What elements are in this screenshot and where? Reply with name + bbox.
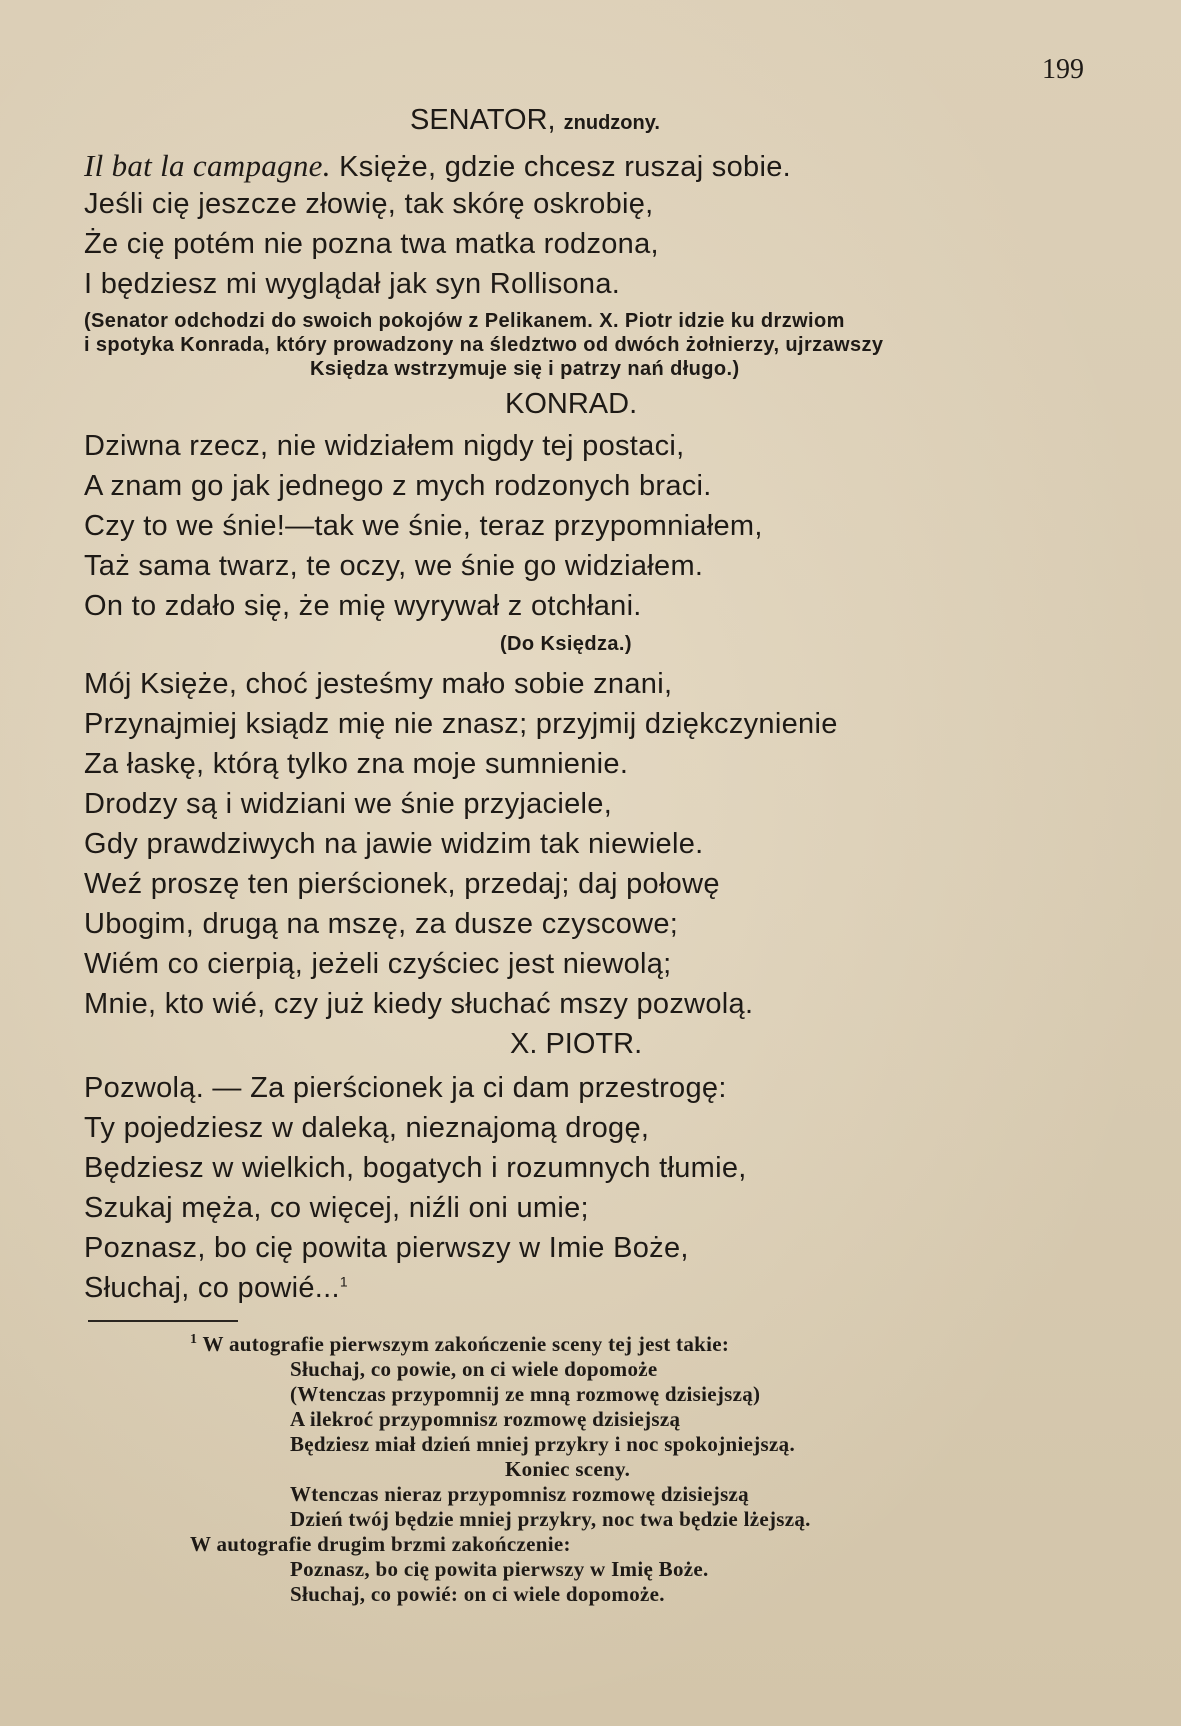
footnote-line: Słuchaj, co powié: on ci wiele dopomoże. [290, 1582, 665, 1606]
verse-line: Jeśli cię jeszcze złowię, tak skórę oskrobię, [84, 188, 654, 220]
verse-line: Szukaj męża, co więcej, niźli oni umie; [84, 1192, 589, 1224]
speaker-name: SENATOR, [410, 104, 556, 136]
speaker-note: znudzony. [563, 112, 660, 134]
footnote-line: Dzień twój będzie mniej przykry, noc twa będzie lżejszą. [290, 1507, 811, 1531]
verse-line: Że cię potém nie pozna twa matka rodzona, [84, 228, 659, 260]
speaker-heading-piotr: X. PIOTR. [510, 1028, 643, 1060]
verse-line: Gdy prawdziwych na jawie widzim tak niewiele. [84, 828, 704, 860]
footnote-line: Wtenczas nieraz przypomnisz rozmowę dzisiejszą [290, 1482, 749, 1506]
verse-line: Będziesz w wielkich, bogatych i rozumnych tłumie, [84, 1152, 747, 1184]
footnote-text: W autografie pierwszym zakończenie sceny tej jest takie: [202, 1332, 730, 1356]
footnote-line: Będziesz miał dzień mniej przykry i noc spokojniejszą. [290, 1432, 795, 1456]
stage-direction: (Senator odchodzi do swoich pokojów z Pelikanem. X. Piotr idzie ku drzwiom [84, 310, 845, 332]
page-number: 199 [1042, 54, 1084, 85]
footnote-line: A ilekroć przypomnisz rozmowę dzisiejszą [290, 1407, 681, 1431]
verse-line: Pozwolą. — Za pierścionek ja ci dam przestrogę: [84, 1072, 727, 1104]
footnote-reference: 1 [339, 1273, 348, 1290]
footnote-marker: 1 [190, 1332, 198, 1347]
verse-line: Ubogim, drugą na mszę, za dusze czyscowe; [84, 908, 679, 940]
verse-line: On to zdało się, że mię wyrywał z otchłani. [84, 590, 642, 622]
verse-line: Mnie, kto wié, czy już kiedy słuchać mszy pozwolą. [84, 988, 754, 1020]
verse-line: A znam go jak jednego z mych rodzonych braci. [84, 470, 712, 502]
verse-line: Poznasz, bo cię powita pierwszy w Imie Boże, [84, 1232, 689, 1264]
verse-line [84, 148, 791, 184]
footnote-intro-2: W autografie drugim brzmi zakończenie: [190, 1532, 571, 1556]
stage-direction: i spotyka Konrada, który prowadzony na śledztwo od dwóch żołnierzy, ujrzawszy [84, 334, 884, 356]
speaker-heading-konrad: KONRAD. [505, 388, 638, 420]
verse-line: Mój Księże, choć jesteśmy mało sobie znani, [84, 668, 673, 700]
verse-line: Czy to we śnie!—tak we śnie, teraz przypomniałem, [84, 510, 763, 542]
speaker-heading-senator [410, 104, 660, 137]
italic-phrase: Il bat la campagne. [84, 148, 331, 183]
verse-text: Słuchaj, co powié... [84, 1272, 340, 1304]
verse-line: Ty pojedziesz w daleką, nieznajomą drogę, [84, 1112, 650, 1144]
verse-line: Taż sama twarz, te oczy, we śnie go widziałem. [84, 550, 704, 582]
footnote-line: Poznasz, bo cię powita pierwszy w Imię Boże. [290, 1557, 709, 1581]
verse-line: Za łaskę, którą tylko zna moje sumnienie. [84, 748, 629, 780]
verse-line: I będziesz mi wyglądał jak syn Rollisona. [84, 268, 621, 300]
footnote-intro [190, 1332, 729, 1357]
verse-line: Dziwna rzecz, nie widziałem nigdy tej postaci, [84, 430, 685, 462]
verse-line: Przynajmiej ksiądz mię nie znasz; przyjmij dziękczynienie [84, 708, 838, 740]
verse-line: Weź proszę ten pierścionek, przedaj; daj połowę [84, 868, 720, 900]
footnote-line: (Wtenczas przypomnij ze mną rozmowę dzisiejszą) [290, 1382, 761, 1406]
verse-line: Wiém co cierpią, jeżeli czyściec jest niewolą; [84, 948, 672, 980]
stage-direction: Księdza wstrzymuje się i patrzy nań długo.) [310, 358, 740, 380]
footnote-line: Słuchaj, co powie, on ci wiele dopomoże [290, 1357, 658, 1381]
footnote-end-scene: Koniec sceny. [505, 1457, 631, 1481]
verse-line: Drodzy są i widziani we śnie przyjaciele, [84, 788, 613, 820]
footnote-rule [88, 1320, 238, 1322]
stage-direction: (Do Księdza.) [500, 633, 632, 655]
verse-text: Księże, gdzie chcesz ruszaj sobie. [339, 151, 791, 183]
verse-line [84, 1272, 348, 1305]
